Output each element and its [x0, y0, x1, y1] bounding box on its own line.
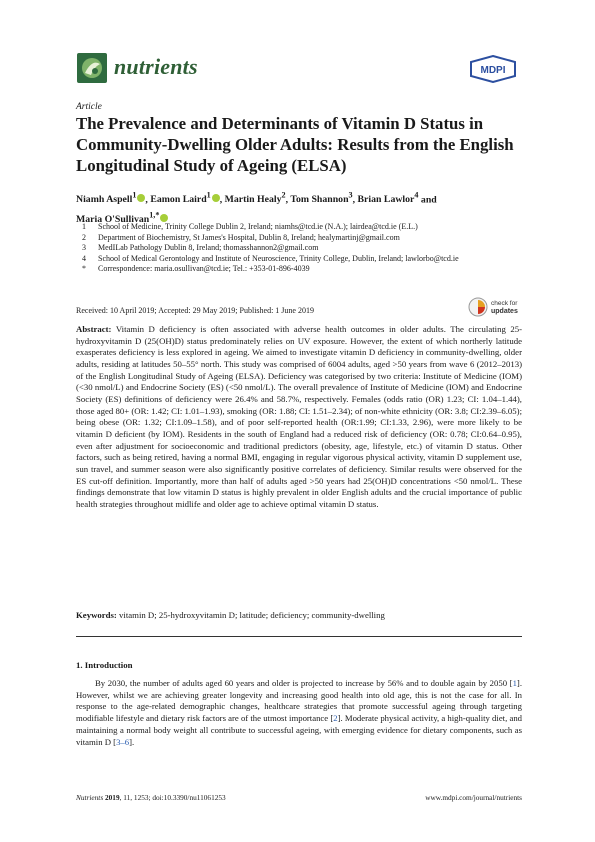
correspondence: * Correspondence: maria.osullivan@tcd.ie; Tel.: +353-01-896-4039 [82, 264, 310, 273]
author[interactable]: Niamh Aspell$^1$ [76, 194, 145, 205]
footer-url[interactable]: www.mdpi.com/journal/nutrients [425, 793, 522, 802]
author-list: Niamh Aspell$^1$ , Eamon Laird$^1$ , Martin Healy$^2$, Tom Shannon$^3$, Brian Lawlor$^4$ and Maria O'Sullivan$^{1,*}$ [76, 191, 437, 225]
footer-citation: Nutrients 2019, 11, 1253; doi:10.3390/nu11061253 [76, 793, 226, 802]
article-type: Article [76, 102, 102, 112]
author[interactable]: Martin Healy$^2$ [224, 191, 286, 206]
affiliation: 3 MedILab Pathology Dublin 8, Ireland; thomasshannon2@gmail.com [82, 243, 319, 252]
publication-dates: Received: 10 April 2019; Accepted: 29 May 2019; Published: 1 June 2019 [76, 306, 314, 315]
mdpi-logo-icon [468, 55, 518, 83]
section-heading: 1. Introduction [76, 660, 133, 670]
keywords-label: Keywords: [76, 610, 117, 620]
abstract [76, 324, 522, 511]
divider [76, 636, 522, 637]
journal-logo-icon [77, 53, 107, 83]
publisher-name: MDPI [480, 65, 506, 76]
affiliation: 2 Department of Biochemistry, St James's Hospital, Dublin 8, Ireland; healymartinj@gmail.com [82, 232, 400, 242]
affiliation: 4 School of Medical Gerontology and Institute of Neuroscience, Trinity College, Dublin, Ireland; lawlorbo@tcd.ie [82, 253, 459, 263]
author[interactable]: Tom Shannon$^3$ [290, 191, 353, 206]
author[interactable]: Brian Lawlor$^4$ [357, 191, 419, 206]
affiliations [82, 222, 522, 275]
journal-name: nutrients [114, 54, 198, 79]
updates-label-top: check for [491, 300, 518, 307]
paper-title: The Prevalence and Determinants of Vitamin D Status in Community-Dwelling Older Adults: Results from the English Longitudinal Study of Ageing (ELSA) [76, 114, 514, 175]
orcid-icon[interactable] [160, 214, 168, 222]
keywords-text: vitamin D; 25-hydroxyvitamin D; latitude; deficiency; community-dwelling [119, 610, 385, 620]
check-for-updates-badge[interactable] [468, 296, 523, 318]
abstract-text: Vitamin D deficiency is often associated with adverse health outcomes in older adults. The circulating 25-hydroxyvitamin D (25(OH)D) status predominately relies on UV exposure. However, the extent of which northerly latitude exasperates deficiency is less explored in ageing. We aimed to investigate vitamin D deficiency in community-dwelling, older adults, residing at latitudes 50–55° north. This study was comprised of 6004 adults, aged >50 years from wave 6 (2012–2013) of the English Longitudinal Study of Ageing (ELSA). Deficiency was categorised by two criteria: Institute of Medicine (IOM) (<30 nmol/L) and Endocrine Society (ES) (<50 nmol/L). The overall prevalence of Institute of Medicine (IOM) and Endocrine Society (ES) definitions of deficiency were 26.4% and 58.7%, respectively. Females (odds ratio (OR) 1.23; CI: 1.04–1.44), those aged 80+ (OR: 1.42; CI: 1.01–1.93), smoking (OR: 1.88; CI: 1.51–2.34); of non-white ethnicity (OR: 3.8; CI:2.39–6.05); being obese (OR: 1.32; CI:1.09–1.58), and of poor self-reported health (OR:1.99; CI:1.33, 2.96), were more likely to be vitamin D deficient (by IOM). Residents in the south of England had a reduced risk of deficiency (OR: 0.78; CI:0.64–0.95), even after adjustment for socioeconomic and traditional predictors (obesity, age, lifestyle, etc.) of vitamin D status. Other factors, such as being retired, having a normal BMI, engaging in regular vigorous physical activity, vitamin D supplement use, sun travel, and summer season were also significantly positive correlates of deficiency. Similar results were observed for the ES cut-off definition. Importantly, more than half of adults aged >50 years had 25(OH)D concentrations <50 nmol/L. These findings demonstrate that low vitamin D status is highly prevalent in older English adults and the crucial importance of public health strategies throughout midlife and older age to achieve optimal vitamin D status. [76, 324, 523, 509]
keywords [76, 610, 522, 620]
affiliation: 1 School of Medicine, Trinity College Dublin 2, Ireland; niamhs@tcd.ie (N.A.); lairdea@tcd.ie (E.L.) [82, 222, 418, 231]
updates-label-bottom: updates [491, 308, 518, 315]
orcid-icon[interactable] [212, 194, 220, 202]
citation-link[interactable]: 1 [512, 678, 517, 688]
citation-link[interactable]: 2 [333, 713, 338, 724]
abstract-label: Abstract: [76, 324, 112, 334]
introduction-paragraph: By 2030, the number of adults aged 60 years and older is projected to increase by 56% and to double again by 2050 [1]. However, whilst we are achieving greater longevity and increasing good health into old age, this is not the case for all. In response to the age-related demographic changes, healthcare strategies that promote successful ageing through targeting modifiable lifestyle and dietary risk factors are of the utmost importance [2]. Moderate physical activity, a high-quality diet, and maintaining a normal body weight all contribute to successful ageing, with emerging evidence for dietary components, such as vitamin D [3–6]. [76, 678, 523, 747]
author[interactable]: Maria O'Sullivan$^{1,*}$ [76, 214, 168, 225]
citation-link[interactable]: 3–6 [116, 736, 130, 747]
author[interactable]: Eamon Laird$^1$ [150, 194, 219, 205]
